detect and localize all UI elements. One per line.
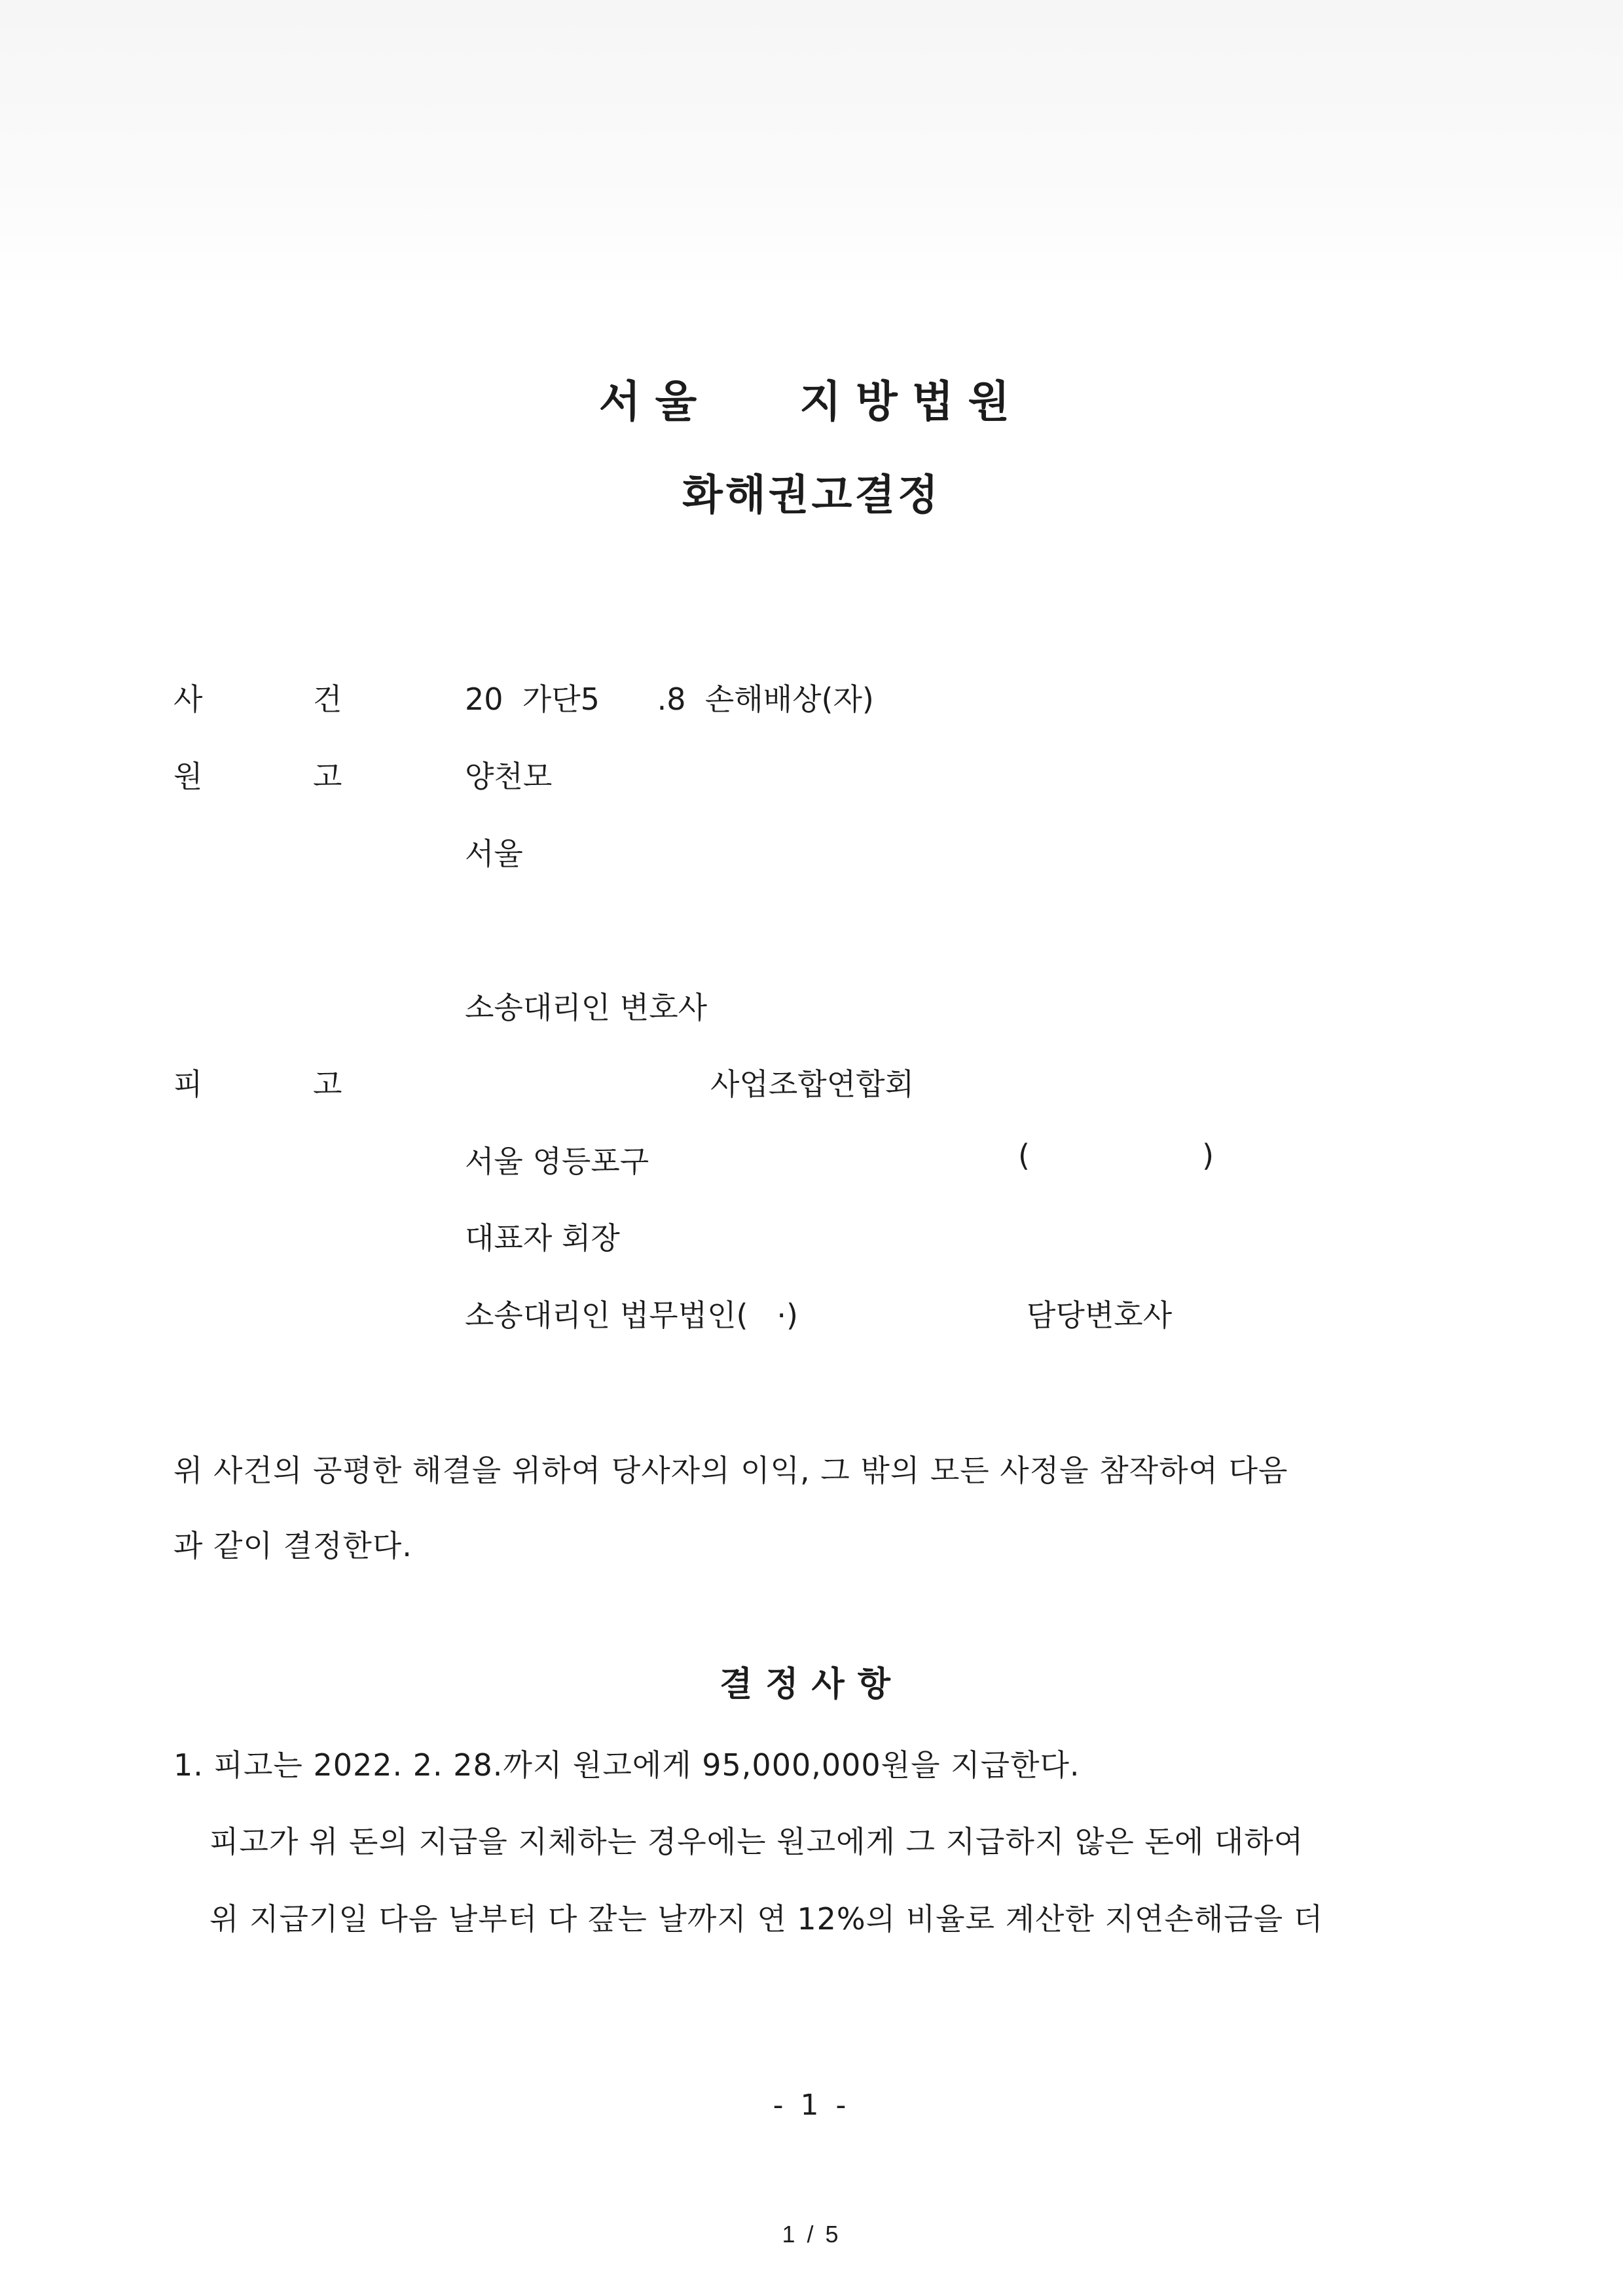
section-title: 결정사항 <box>720 1665 903 1704</box>
case-label-char-2: 건 <box>313 682 342 717</box>
defendant-name: 사업조합연합회 <box>710 1066 915 1102</box>
defendant-attorney: 담당변호사 <box>1027 1298 1173 1333</box>
decision-item-1-continuation-2: 위 지급기일 다음 날부터 다 갚는 날까지 연 12%의 비율로 계산한 지연손해금을 더 <box>210 1901 1324 1937</box>
plaintiff-label-char-1: 원 <box>173 759 203 794</box>
defendant-agent: 소송대리인 법무법인( ·) <box>465 1298 798 1333</box>
page-count: 1 / 5 <box>782 2221 841 2248</box>
decision-item-1-continuation-1: 피고가 위 돈의 지급을 지체하는 경우에는 원고에게 그 지급하지 않은 돈에 대하여 <box>210 1824 1304 1859</box>
preamble-line-2: 과 같이 결정한다. <box>173 1528 412 1563</box>
court-name: 서울 지방법원 <box>598 376 1025 427</box>
defendant-label-char-2: 고 <box>313 1066 342 1102</box>
case-label-char-1: 사 <box>173 682 203 717</box>
scan-header-band <box>0 0 1623 288</box>
preamble-line-1: 위 사건의 공평한 해결을 위하여 당사자의 이익, 그 밖의 모든 사정을 참작하여 다음 <box>173 1453 1288 1488</box>
plaintiff-name: 양천모 <box>465 759 553 794</box>
defendant-representative: 대표자 회장 <box>465 1220 620 1256</box>
defendant-address: 서울 영등포구 <box>465 1144 649 1179</box>
case-number: 20 가단5 .8 손해배상(자) <box>465 682 874 717</box>
document-title: 화해권고결정 <box>682 471 941 520</box>
plaintiff-address: 서울 <box>465 836 523 871</box>
plaintiff-agent: 소송대리인 변호사 <box>465 990 708 1025</box>
plaintiff-label-char-2: 고 <box>313 759 342 794</box>
decision-item-1: 1. 피고는 2022. 2. 28.까지 원고에게 95,000,000원을 지급한다. <box>173 1747 1080 1783</box>
defendant-label-char-1: 피 <box>173 1066 203 1102</box>
page-number: - 1 - <box>773 2088 850 2122</box>
defendant-address-paren: ( ) <box>1018 1138 1214 1173</box>
